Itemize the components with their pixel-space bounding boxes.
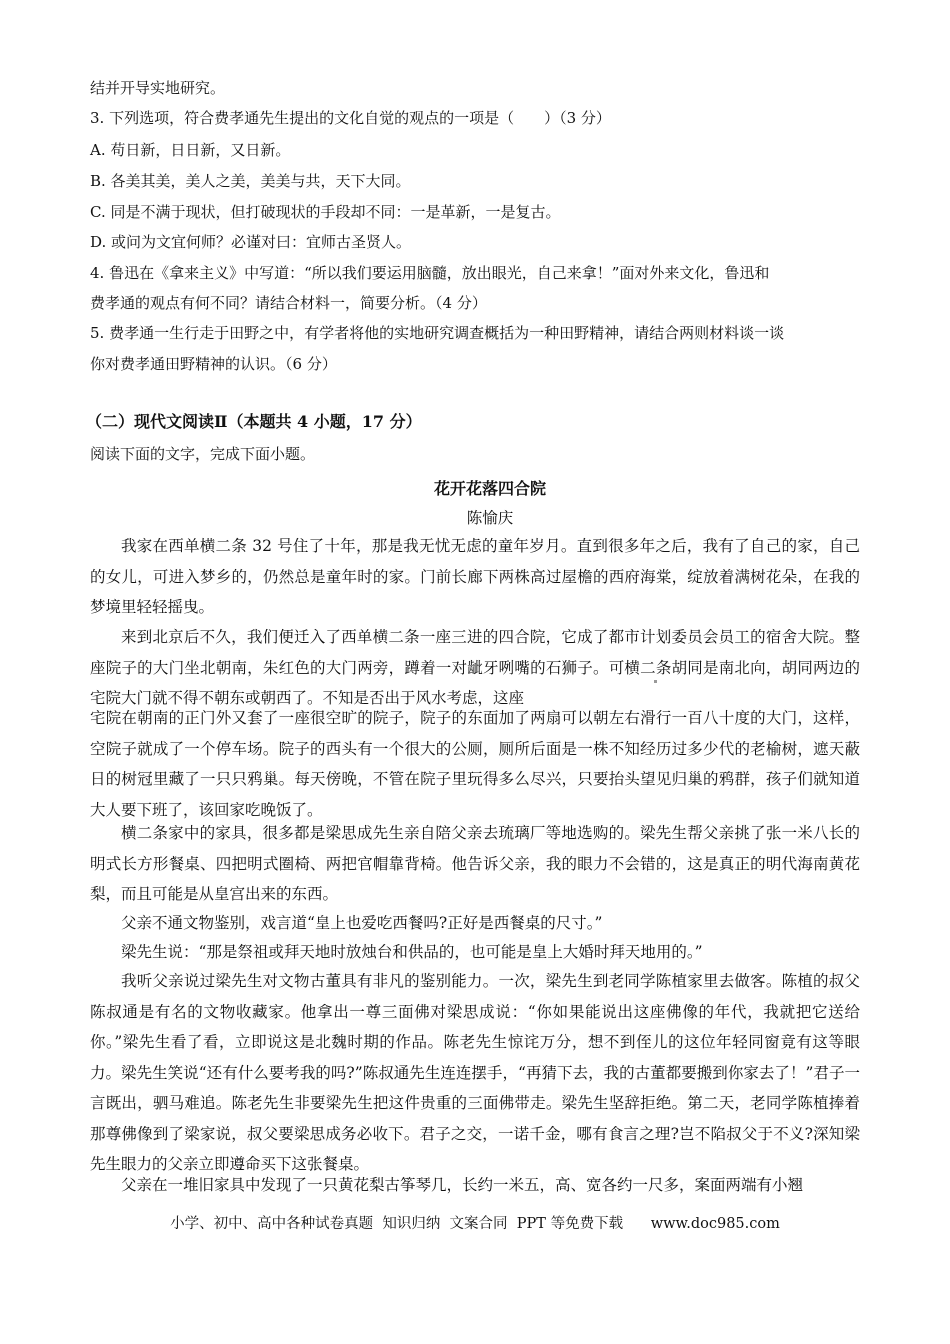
article-paragraph-1: 我家在西单横二条 32 号住了十年，那是我无忧无虑的童年岁月。直到很多年之后，我有了自己的家，自己的女儿，可进入梦乡的，仍然总是童年时的家。门前长廊下两株高过屋檐的西府海棠，绽放着满树花朵，在我的梦境里轻轻摇曳。 — [90, 537, 860, 616]
section-heading: （二）现代文阅读Ⅱ（本题共 4 小题，17 分） — [86, 412, 422, 431]
article-paragraph-2b: 宅院在朝南的正门外又套了一座很空旷的院子，院子的东面加了两扇可以朝左右滑行一百八十度的大门，这样，空院子就成了一个停车场。院子的西头有一个很大的公厕，厕所后面是一株不知经历过多少代的老榆树，遮天蔽日的树冠里藏了一只只鸦巢。每天傍晚，不管在院子里玩得多么尽兴，只要抬头望见归巢的鸦群，孩子们就知道大人要下班了，该回家吃晚饭了。 — [90, 709, 860, 819]
question-5-line-2: 你对费孝通田野精神的认识。（6 分） — [90, 355, 337, 373]
question-3-option-d: D. 或问为文宜何师？必谨对曰：宜师古圣贤人。 — [90, 233, 412, 251]
question-4-line-1: 4. 鲁迅在《拿来主义》中写道：“所以我们要运用脑髓，放出眼光，自己来拿！”面对外来文化，鲁迅和 — [90, 264, 770, 282]
page-artifact-dot — [654, 680, 657, 683]
question-3-option-b: B. 各美其美，美人之美，美美与共，天下大同。 — [90, 172, 411, 190]
article-paragraph-4: 父亲不通文物鉴别，戏言道“皇上也爱吃西餐吗?正好是西餐桌的尺寸。” — [121, 914, 603, 932]
article-author: 陈愉庆 — [466, 509, 514, 527]
article-paragraph-7: 父亲在一堆旧家具中发现了一只黄花梨古筝琴几，长约一米五，高、宽各约一尺多，案面两端有小翘 — [121, 1176, 804, 1194]
article-paragraph-2a: 来到北京后不久，我们便迁入了西单横二条一座三进的四合院，它成了都市计划委员会员工的宿舍大院。整座院子的大门坐北朝南，朱红色的大门两旁，蹲着一对龇牙咧嘴的石狮子。可横二条胡同是南北向，胡同两边的宅院大门就不得不朝东或朝西了。不知是否出于风水考虑，这座 — [90, 628, 860, 707]
question-3-option-c: C. 同是不满于现状，但打破现状的手段却不同：一是革新，一是复古。 — [90, 203, 561, 221]
article-title: 花开花落四合院 — [433, 479, 546, 498]
question-3-option-a: A. 苟日新，日日新，又日新。 — [90, 141, 291, 159]
question-text-continuation: 结并开导实地研究。 — [90, 79, 226, 97]
question-4-line-2: 费孝通的观点有何不同？请结合材料一，简要分析。（4 分） — [90, 294, 487, 312]
page-footer: 小学、初中、高中各种试卷真题 知识归纳 文案合同 PPT 等免费下载 www.doc985.com — [170, 1216, 780, 1232]
question-3: 3. 下列选项，符合费孝通先生提出的文化自觉的观点的一项是（ ）（3 分） — [90, 109, 611, 127]
article-paragraph-6: 我听父亲说过梁先生对文物古董具有非凡的鉴别能力。一次，梁先生到老同学陈植家里去做客。陈植的叔父陈叔通是有名的文物收藏家。他拿出一尊三面佛对梁思成说：“你如果能说出这座佛像的年代，我就把它送给你。”梁先生看了看，立即说这是北魏时期的作品。陈老先生惊诧万分，想不到侄儿的这位年轻同窗竟有这等眼力。梁先生笑说“还有什么要考我的吗?”陈叔通先生连连摆手，“再猜下去，我的古董都要搬到你家去了！”君子一言既出，驷马难追。陈老先生非要梁先生把这件贵重的三面佛带走。梁先生坚辞拒绝。第二天，老同学陈植捧着那尊佛像到了梁家说，叔父要梁思成务必收下。君子之交，一诺千金，哪有食言之理?岂不陷叔父于不义?深知梁先生眼力的父亲立即遵命买下这张餐桌。 — [90, 972, 860, 1173]
article-paragraph-3: 横二条家中的家具，很多都是梁思成先生亲自陪父亲去琉璃厂等地选购的。梁先生帮父亲挑了张一米八长的明式长方形餐桌、四把明式圈椅、两把官帽靠背椅。他告诉父亲，我的眼力不会错的，这是真正的明代海南黄花梨，而且可能是从皇宫出来的东西。 — [90, 824, 860, 903]
article-paragraph-5: 梁先生说：“那是祭祖或拜天地时放烛台和供品的，也可能是皇上大婚时拜天地用的。” — [121, 943, 703, 961]
question-5-line-1: 5. 费孝通一生行走于田野之中，有学者将他的实地研究调查概括为一种田野精神，请结合两则材料谈一谈 — [90, 324, 785, 342]
section-instruction: 阅读下面的文字，完成下面小题。 — [90, 445, 316, 463]
